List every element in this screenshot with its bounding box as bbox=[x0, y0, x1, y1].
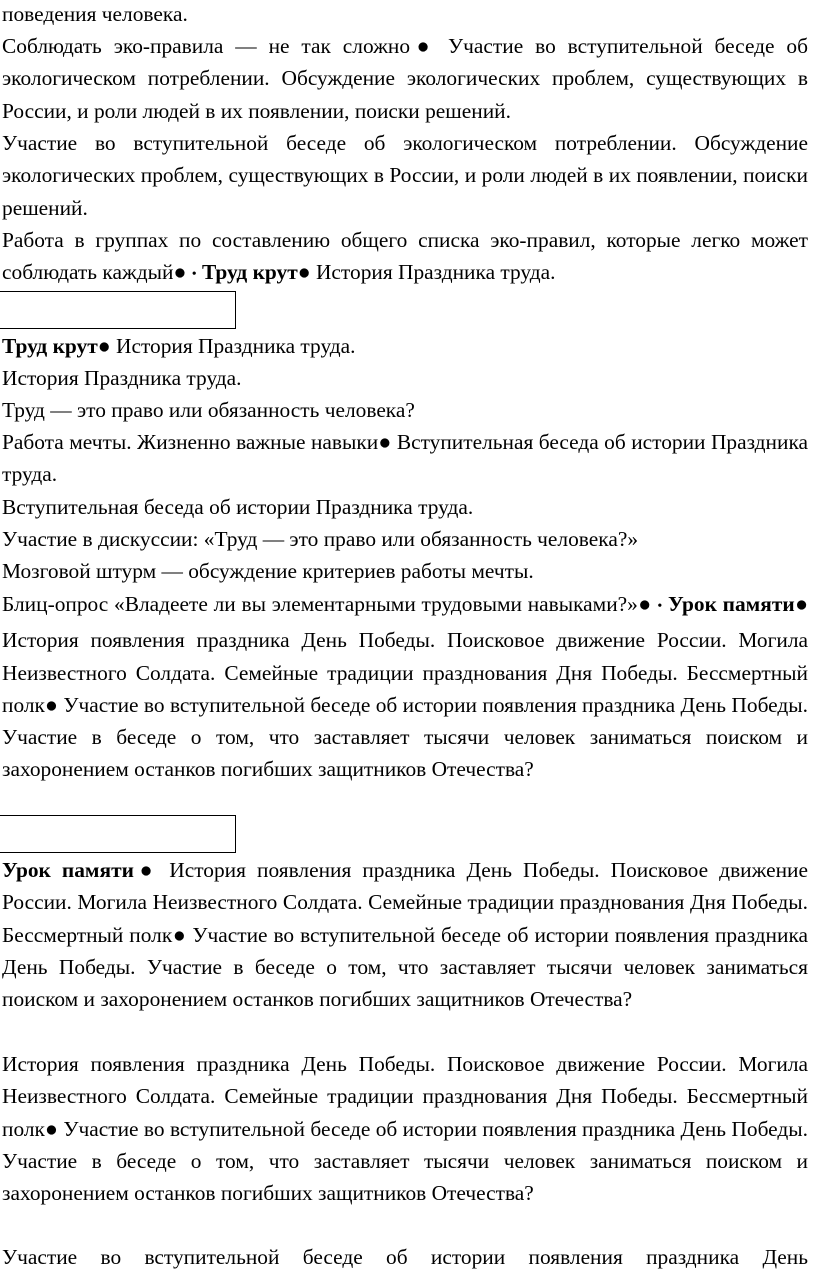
bullet-icon: ● bbox=[44, 1116, 58, 1141]
text: Соблюдать эко-правила — не так сложно bbox=[2, 34, 411, 58]
bullet-icon: ● bbox=[133, 858, 159, 882]
bullet-icon: ● bbox=[637, 592, 652, 616]
section-heading: Труд крут bbox=[2, 334, 98, 358]
text: Работа в группах по составлению общего списка эко-правил, которые легко может соблюдать каждый bbox=[2, 228, 808, 285]
text: Труд — это право или обязанность человека? bbox=[2, 398, 415, 422]
paragraph-9 bbox=[2, 491, 808, 523]
text: История появления праздника День Победы. Поисковое движение России. Могила Неизвестного Солдата. Семейные традиции празднования Дня Победы. Бессмертный полк bbox=[2, 628, 808, 717]
section-heading: Урок памяти bbox=[2, 858, 134, 882]
bullet-icon: ● bbox=[172, 922, 187, 947]
small-bullet-icon: • bbox=[191, 267, 197, 283]
empty-table-cell bbox=[0, 815, 236, 853]
empty-table-cell bbox=[0, 291, 236, 329]
text: Участие во вступительной беседе об истории появления праздника День bbox=[2, 1245, 808, 1269]
paragraph-11 bbox=[2, 555, 808, 587]
bullet-icon: ● bbox=[410, 34, 437, 58]
paragraph-1 bbox=[2, 0, 808, 30]
text: Участие во вступительной беседе об истории появления праздника День Победы. Участие в беседе о том, что заставляет тысячи человек заниматься поиском и захоронением останков погибших защитников Отечества? bbox=[2, 1116, 808, 1206]
paragraph-4 bbox=[2, 224, 808, 293]
paragraph-7 bbox=[2, 394, 808, 426]
text: История Праздника труда. bbox=[2, 366, 242, 390]
paragraph-15 bbox=[2, 1241, 808, 1273]
paragraph-6 bbox=[2, 362, 808, 394]
text: Участие во вступительной беседе об экологическом потреблении. Обсуждение экологических проблем, существующих в России, и роли людей в их появлении, поиски решений. bbox=[2, 34, 809, 123]
text: История Праздника труда. bbox=[110, 334, 356, 358]
text: Участие во вступительной беседе об истории появления праздника День Победы. Участие в беседе о том, что заставляет тысячи человек заниматься поиском и захоронением останков погибших защитников Отечества? bbox=[2, 692, 808, 782]
text: История появления праздника День Победы. Поисковое движение России. Могила Неизвестного Солдата. Семейные традиции празднования Дня Победы. Бессмертный полк bbox=[2, 1052, 808, 1141]
paragraph-12 bbox=[2, 588, 808, 786]
section-heading: Труд крут bbox=[201, 260, 298, 285]
text: Участие в дискуссии: «Труд — это право или обязанность человека?» bbox=[2, 527, 639, 551]
bullet-icon: ● bbox=[173, 260, 187, 285]
text: История появления праздника День Победы. Поисковое движение России. Могила Неизвестного Солдата. Семейные традиции празднования Дня Победы. Бессмертный полк bbox=[2, 858, 808, 947]
paragraph-14 bbox=[2, 1048, 808, 1209]
paragraph-5 bbox=[2, 330, 808, 362]
text: Вступительная беседа об истории Праздника труда. bbox=[2, 495, 474, 519]
text: Работа мечты. Жизненно важные навыки bbox=[2, 430, 379, 454]
paragraph-3 bbox=[2, 127, 808, 224]
paragraph-2 bbox=[2, 30, 808, 127]
paragraph-10 bbox=[2, 523, 808, 555]
text: Мозговой штурм — обсуждение критериев работы мечты. bbox=[2, 559, 534, 583]
small-bullet-icon: • bbox=[657, 599, 663, 614]
text: Вступительная беседа об истории Праздника труда. bbox=[2, 430, 809, 487]
text: поведения человека. bbox=[2, 2, 188, 26]
text: История Праздника труда. bbox=[310, 260, 556, 285]
paragraph-13 bbox=[2, 854, 808, 1015]
paragraph-8 bbox=[2, 426, 808, 491]
bullet-icon: ● bbox=[44, 692, 58, 717]
bullet-icon: ● bbox=[297, 260, 311, 285]
text: Участие во вступительной беседе об экологическом потреблении. Обсуждение экологических проблем, существующих в России, и роли людей в их появлении, поиски решений. bbox=[2, 131, 808, 220]
bullet-icon: ● bbox=[378, 430, 392, 454]
bullet-icon: ● bbox=[97, 334, 111, 358]
text: Блиц-опрос «Владеете ли вы элементарными трудовыми навыками?» bbox=[2, 592, 638, 616]
bullet-icon: ● bbox=[794, 592, 809, 616]
text: Участие во вступительной беседе об истории появления праздника День Победы. Участие в беседе о том, что заставляет тысячи человек заниматься поиском и захоронением останков погибших защитников Отечества? bbox=[2, 922, 809, 1012]
section-heading: Урок памяти bbox=[668, 592, 795, 616]
